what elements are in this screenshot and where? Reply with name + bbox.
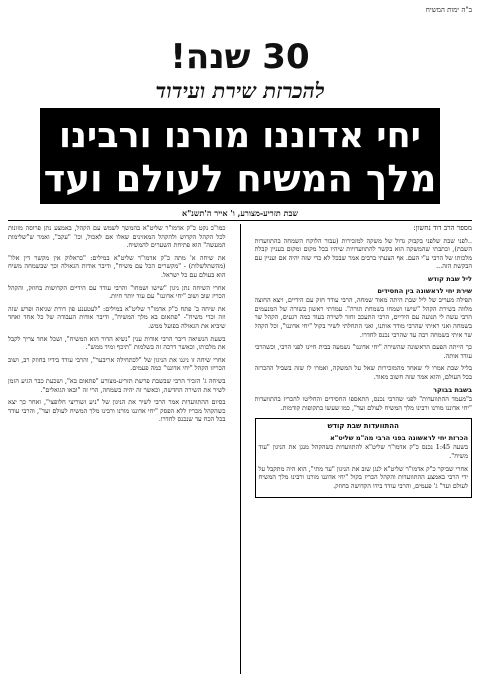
paragraph: בליל שבת אמרו לי שאחד מהמזכירות שאל על המשקה, ואמרו לו שזה בשביל ההכרזה בכל העולם, והוא אמר שזה חשוב מאוד.: [254, 364, 472, 381]
paragraph: אחרי שיחה זו ניגנו את הניגון של "לכתחילה אריבער", והרבי עודד בידיו בחוזק רב, ושוב הכריזו הקהל "יחי אדוננו" כמה פעמים.: [8, 355, 226, 373]
section-subheading: שירת יחי לראשונה בין החסידים: [377, 286, 472, 295]
black-banner: [40, 108, 440, 204]
paragraph: את שיחה ב' פתח כ"ק אדמו"ר שליט"א במילים: "לעטענע פון דורת שגיאה ופרש שזה וזה וכדי משיח"- "פתאום בא מלך המשיח", ודיבר אודות העבודה של כל אחד ואחד שיביא את הגאולה בפועל ממש.: [8, 304, 226, 330]
dateline: שבת תזריע-מצורע, ו' אייר ה'תשנ"א: [181, 208, 298, 218]
paragraph: אחרי שביקר כ"ק אדמו"ר שליט"א לנגן שוב את הניגון "עד מתי", הוא היה מתקבל על ידי הרבי באמצע ההתוועדות והקהל הכריז בקול "יחי אדוננו מורנו ורבינו מלך המשיח לעולם ועד" ג' פעמים, והרבי עודד בידו הקדושה בחוזק.: [258, 464, 468, 490]
headline-title: 30 שנה!: [170, 37, 310, 77]
article-columns: [8, 224, 472, 674]
paragraph: אחרי השיחה נתן ניגון "שישו ושמחו" והרבי עודד עם הידיים הקדושות בחוזק, והקהל הכריז שוב ושוב "יחי אדוננו" עם עוד יותר חיות.: [8, 283, 226, 301]
top-note: ב"ה ימות המשיח: [425, 6, 472, 14]
paragraph: כך הייתה הפעם הראשונה שהשירה "יחי אדוננו" נשמעה בבית חיינו לפני הרבי, וכשהרבי עודד אותה.: [254, 343, 472, 360]
banner-line-1: יחי אדוננו מורנו ורבינו: [59, 116, 421, 156]
paragraph: תפילה מעריב של ליל שבת היתה מאוד שמחה, הרבי עודד חזק עם הידיים, ויצא החוצה מלווה בשירת הקהל "שישו ושמחו בשמחת תורה". עמדתי ראשון בשורה של המנעמים הרבי עשה לי תנועה עם הידיים, הרבי התעכב וחזר לשירה בעוד כמה רגעים, הקהל שר בשמחה ואני ראיתי שהרבי מודד אותנו, ואני התחלתי לשיר בקול "יחי אדוננו", וכל הקהל שר איתי בשמחה רבה עד שהרבי נכנס לחדרו.: [254, 296, 472, 339]
column-separator: [240, 224, 241, 674]
headline-subtitle: להכרזת שירת ועידוד: [155, 78, 325, 103]
lead-text: מספר הרב דוד נחשון:: [413, 224, 472, 232]
section-heading: בשבת בבוקר: [433, 385, 472, 394]
paragraph: בסיום ההתוועדות אמר הרבי לשיר את הניגון של "ניע זשוריצי חלופצי", ואחר כך יצא כשהקהל מכריז ללא הפסק "יחי אדוננו מורנו ורבינו מלך המשיח לעולם ועד", והרבי עודד בכל הכח עד שנכנס לחדרו.: [8, 398, 226, 424]
paragraph: בשעת הנשיאה דיבר הרבי אודות ענין "נשיא הדור הוא המשיח", ושכל אחד צריך לקבל את מלכותו, וכאשר דרכה זה בשלמות "תיכף ומיד ממש".: [8, 334, 226, 352]
paragraph: כמו"כ נקט כ"ק אדמו"ר שליט"א בהמשך לשמש עם הקהל, באמצע נתן פרוסה מזונות לכל הקהל הקדוש ולהקהל המאזינים שאלו אם לאכול, וכו' "עקב", ואמר ש"שלימות המעשה" הוא פתיחת השערים להמשיח.: [8, 224, 226, 250]
right-column: [255, 224, 473, 674]
box-title: ההתוועדות שבת קודש: [327, 422, 399, 431]
paragraph: ..לפני שבת שלפני בקבוק גדול של משקה למזכירות (עבור הלוקח השמחה בהתוועדות השבת), וכתבתי שהמשקה הוא בקשר להתוועדויות שיהיו בכל מקום ומקום בעניין קבלת מלכותו של הרבי ע"י העם. אף הצעתי ברבים אמר שבכל לא כדי שזה יהיה אם ועניין עם הבקשת הזה...: [254, 236, 472, 271]
paragraph: ב"מעמד ההתוועדות" לפני שהרבי נכנס, התאספו החסידים והחליטו להכריז בהתוועדות "יחי אדוננו מורנו ורבינו מלך המשיח לעולם ועד", כמו שעשו בתקופות קודמות.: [254, 395, 472, 412]
banner-line-2: מלך המשיח לעולם ועד: [43, 157, 437, 200]
left-column: [8, 224, 226, 674]
paragraph: את שיחה א' מתה כ"ק אדמו"ר שליט"א במילים: "כראלוק אין מקשר דין אלו" (מהשתלשלות) - "מקשרים הכל עם משיח", ודיבר אודות הגאולה וכך שבשמחה משיח הוא בעולם עם כל ישראל.: [8, 253, 226, 279]
paragraph: בשיחה ג' הזכיר הרבי שבשבת פרשת תזריע-מצורע "פתאום בא", ושכעת כבר הגיע הזמן לשיר את השירה החדשה, וכאשר זה יהיה בשמחה, הרי זה "ובאו הגואלים".: [8, 376, 226, 394]
section-heading: ליל שבת קודש: [427, 274, 472, 283]
farbrengen-box: [255, 418, 473, 498]
box-subtitle: הכרזת יחי לראשונה בפני הרבי מה"מ שליט"א: [329, 433, 468, 442]
divider-rule: [8, 220, 472, 221]
paragraph: בשעה 1:45 נכנס כ"ק אדמו"ר שליט"א להתוועדות כשהקהל מנגן את הניגון "עוד משיח".: [258, 443, 468, 461]
